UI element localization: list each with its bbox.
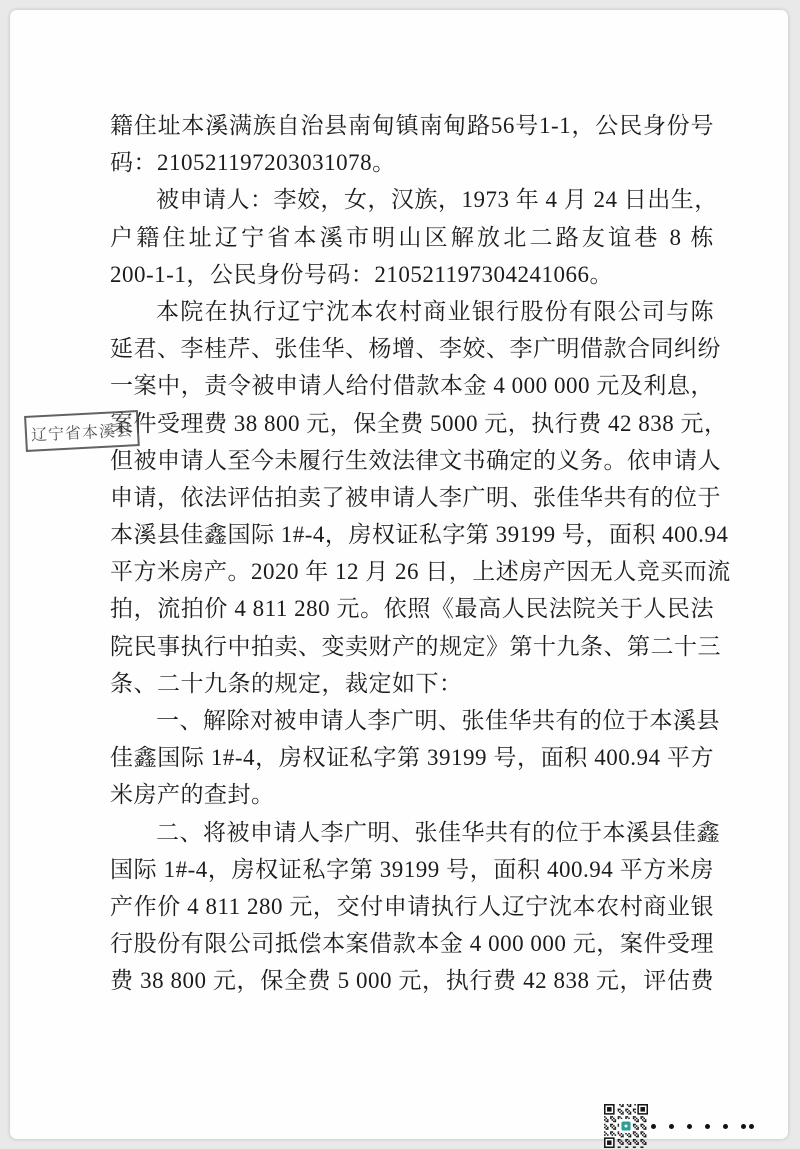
text-line: 院民事执行中拍卖、变卖财产的规定》第十九条、第二十三	[110, 633, 721, 659]
text-line: 国际 1#-4，房权证私字第 39199 号，面积 400.94 平方米房	[110, 856, 714, 882]
text-line: 但被申请人至今未履行生效法律文书确定的义务。依申请人	[110, 447, 721, 473]
text-line: 本溪县佳鑫国际 1#-4，房权证私字第 39199 号，面积 400.94	[110, 522, 729, 548]
dot-marks	[651, 1124, 754, 1130]
dot	[687, 1124, 692, 1129]
qr-code-svg	[604, 1103, 648, 1149]
text-line: 户籍住址辽宁省本溪市明山区解放北二路友谊巷 8 栋	[110, 224, 714, 250]
qr-code-icon	[604, 1103, 648, 1149]
text-line: 本院在执行辽宁沈本农村商业银行股份有限公司与陈	[156, 298, 714, 324]
stamp-text: 辽宁省本溪县	[30, 421, 134, 445]
text-line: 佳鑫国际 1#-4，房权证私字第 39199 号，面积 400.94 平方	[110, 745, 714, 771]
document-page	[10, 10, 788, 1139]
dot	[741, 1124, 746, 1129]
text-line: 申请，依法评估拍卖了被申请人李广明、张佳华共有的位于	[110, 484, 721, 510]
document-body	[110, 107, 731, 1000]
text-line: 被申请人：李姣，女，汉族，1973 年 4 月 24 日出生，	[156, 187, 718, 213]
text-line: 产作价 4 811 280 元，交付申请执行人辽宁沈本农村商业银	[110, 893, 714, 919]
text-line: 籍住址本溪满族自治县南甸镇南甸路56号1-1，公民身份号	[110, 113, 714, 138]
court-stamp	[24, 410, 140, 452]
text-line: 延君、李桂芹、张佳华、杨增、李姣、李广明借款合同纠纷	[110, 336, 721, 362]
text-line: 费 38 800 元，保全费 5 000 元，执行费 42 838 元，评估费	[110, 968, 714, 994]
dot	[651, 1124, 656, 1129]
text-line: 二、将被申请人李广明、张佳华共有的位于本溪县佳鑫	[156, 819, 720, 845]
dot	[669, 1124, 674, 1129]
dot	[705, 1124, 710, 1129]
text-line: 案件受理费 38 800 元，保全费 5000 元，执行费 42 838 元，	[110, 410, 728, 436]
text-line: 平方米房产。2020 年 12 月 26 日，上述房产因无人竞买而流	[110, 559, 731, 585]
text-line: 条、二十九条的规定，裁定如下：	[110, 670, 463, 696]
text-line: 一案中，责令被申请人给付借款本金 4 000 000 元及利息，	[110, 373, 714, 399]
dot	[749, 1124, 754, 1129]
dot	[723, 1124, 728, 1129]
text-line: 拍，流拍价 4 811 280 元。依照《最高人民法院关于人民法	[110, 596, 714, 622]
text-line: 200-1-1，公民身份号码：210521197304241066。	[110, 261, 613, 287]
text-line: 行股份有限公司抵偿本案借款本金 4 000 000 元，案件受理	[110, 931, 714, 957]
text-line: 码：210521197203031078。	[110, 150, 396, 176]
text-line: 一、解除对被申请人李广明、张佳华共有的位于本溪县	[156, 708, 720, 733]
text-line: 米房产的查封。	[110, 782, 275, 808]
